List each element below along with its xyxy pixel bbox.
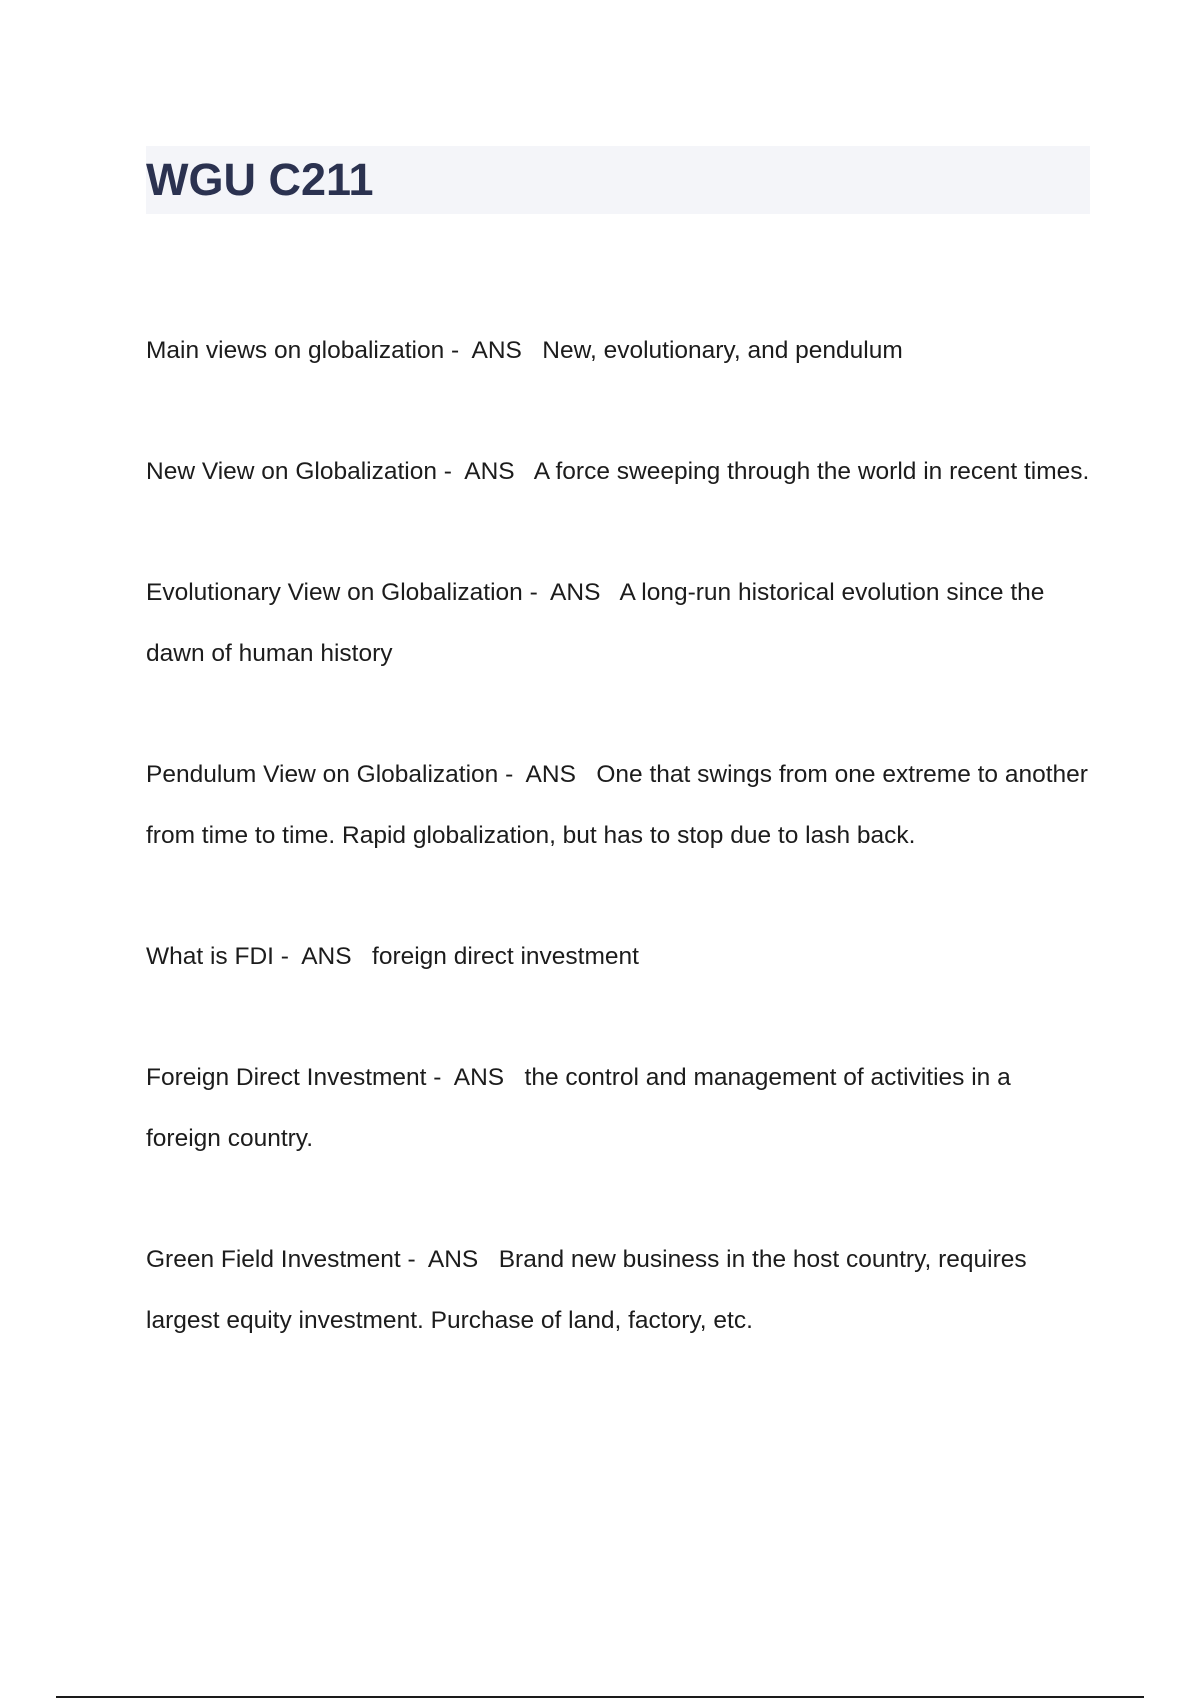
qa-item: [146, 441, 1092, 502]
qa-definition: New, evolutionary, and pendulum: [542, 337, 903, 364]
qa-separator: -: [426, 1064, 454, 1091]
qa-separator: -: [498, 761, 526, 788]
qa-term: Green Field Investment: [146, 1246, 401, 1273]
qa-answer-gap: [515, 458, 534, 485]
qa-separator: -: [437, 458, 465, 485]
qa-term: Pendulum View on Globalization: [146, 761, 499, 788]
qa-item: [146, 1229, 1092, 1351]
qa-separator: -: [444, 337, 472, 364]
qa-item: [146, 744, 1095, 866]
qa-item: [146, 1047, 1092, 1169]
qa-term: Foreign Direct Investment: [146, 1064, 427, 1091]
qa-definition: the control and management of activities in a foreign country.: [146, 1064, 1018, 1152]
qa-item: [146, 562, 1092, 684]
qa-separator: -: [400, 1246, 428, 1273]
qa-answer-gap: [600, 579, 619, 606]
qa-answer-marker: ANS: [550, 579, 601, 606]
title-band: [146, 146, 1090, 214]
qa-answer-marker: ANS: [471, 337, 522, 364]
qa-answer-marker: ANS: [453, 1064, 505, 1091]
qa-term: Main views on globalization: [146, 337, 445, 364]
qa-term: Evolutionary View on Globalization: [146, 579, 523, 606]
qa-answer-marker: ANS: [464, 458, 515, 485]
qa-term: New View on Globalization: [146, 458, 437, 485]
qa-answer-gap: [504, 1064, 524, 1091]
qa-answer-gap: [576, 761, 596, 788]
qa-definition: One that swings from one extreme to another from time to time. Rapid globalization, but has to stop due to lash back.: [146, 761, 1095, 849]
qa-list: [146, 320, 1095, 1411]
qa-item: [146, 926, 1092, 987]
qa-separator: -: [273, 943, 302, 970]
qa-answer-gap: [522, 337, 542, 364]
qa-answer-marker: ANS: [301, 943, 352, 970]
qa-term: What is FDI: [146, 943, 274, 970]
qa-answer-marker: ANS: [525, 761, 576, 788]
qa-definition: Brand new business in the host country, requires largest equity investment. Purchase of land, factory, etc.: [146, 1246, 1034, 1334]
qa-answer-gap: [478, 1246, 498, 1273]
qa-item: [146, 320, 1092, 381]
qa-separator: -: [522, 579, 551, 606]
qa-definition: A force sweeping through the world in recent times.: [533, 458, 1090, 485]
qa-definition: A long-run historical evolution since the dawn of human history: [146, 579, 1052, 667]
document-title: WGU C211: [146, 154, 374, 205]
qa-definition: foreign direct investment: [372, 943, 639, 970]
footer-rule: [56, 1696, 1144, 1698]
qa-answer-marker: ANS: [427, 1246, 479, 1273]
qa-answer-gap: [352, 943, 372, 970]
